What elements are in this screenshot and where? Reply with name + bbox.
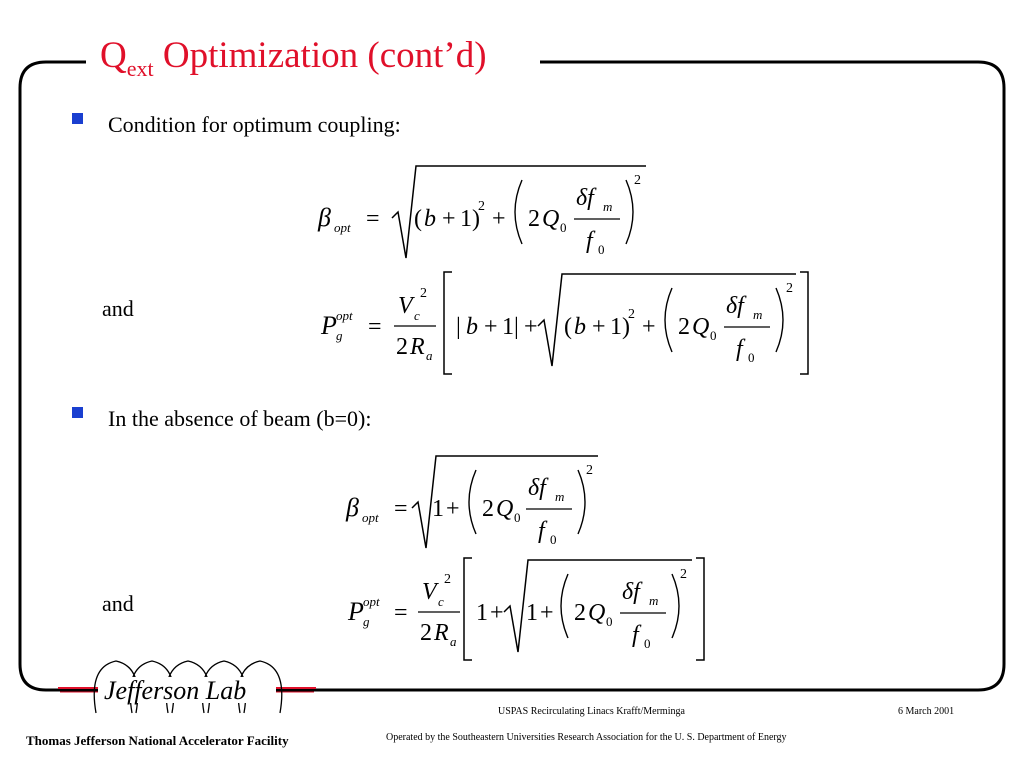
svg-text:0: 0 (550, 532, 557, 547)
svg-text:f: f (538, 518, 545, 544)
svg-text:a: a (426, 348, 433, 363)
svg-text:1: 1 (432, 496, 444, 522)
svg-text:0: 0 (606, 614, 613, 629)
svg-text:b: b (574, 314, 586, 340)
svg-text:V: V (398, 293, 413, 319)
svg-text:0: 0 (514, 510, 521, 525)
svg-text:+: + (484, 314, 498, 340)
jefferson-lab-logo (58, 655, 318, 735)
svg-text:=: = (366, 206, 380, 232)
svg-text:R: R (410, 334, 425, 360)
svg-text:m: m (753, 307, 763, 322)
svg-text:c: c (414, 308, 420, 323)
svg-text:f: f (586, 228, 593, 254)
svg-text:R: R (434, 620, 449, 646)
svg-text:+: + (540, 600, 554, 626)
footer-course: USPAS Recirculating Linacs Krafft/Merminga (498, 706, 685, 717)
svg-text:opt: opt (363, 594, 380, 609)
svg-text:2: 2 (482, 496, 494, 522)
svg-text:m: m (555, 489, 565, 504)
footer-facility: Thomas Jefferson National Accelerator Facility (26, 733, 289, 748)
svg-text:+: + (446, 496, 460, 522)
svg-text:2: 2 (680, 567, 687, 582)
svg-text:+: + (442, 206, 456, 232)
svg-text:Q: Q (692, 314, 710, 340)
svg-text:1: 1 (476, 600, 488, 626)
svg-text:opt: opt (362, 510, 379, 525)
footer-date: 6 March 2001 (898, 706, 955, 717)
svg-text:1|: 1| (502, 314, 519, 340)
svg-text:g: g (363, 614, 370, 629)
svg-text:=: = (394, 496, 408, 522)
bullet-text-1: Condition for optimum coupling: (108, 112, 401, 137)
svg-text:2: 2 (528, 206, 540, 232)
svg-text:2: 2 (628, 307, 635, 322)
svg-text:0: 0 (710, 328, 717, 343)
svg-text:Q: Q (588, 600, 606, 626)
svg-text:opt: opt (334, 220, 351, 235)
svg-text:Jefferson Lab: Jefferson Lab (104, 676, 247, 705)
svg-text:opt: opt (336, 308, 353, 323)
svg-text:2: 2 (634, 173, 641, 188)
svg-text:0: 0 (748, 350, 755, 365)
svg-text:+: + (642, 314, 656, 340)
svg-text:2: 2 (574, 600, 586, 626)
svg-text:1): 1) (460, 206, 480, 232)
svg-text:V: V (422, 579, 437, 605)
svg-text:(: ( (564, 314, 572, 340)
svg-text:m: m (649, 593, 659, 608)
svg-text:+: + (492, 206, 506, 232)
svg-text:P: P (348, 597, 364, 626)
svg-text:β: β (318, 203, 331, 232)
svg-text:a: a (450, 634, 457, 649)
svg-text:0: 0 (644, 636, 651, 651)
svg-text:δf: δf (576, 185, 594, 211)
and-label-2: and (102, 591, 134, 616)
svg-text:1: 1 (526, 600, 538, 626)
svg-text:β: β (346, 493, 359, 522)
title-q: Q (100, 35, 127, 76)
svg-text:b: b (466, 314, 478, 340)
svg-text:δf: δf (622, 579, 640, 605)
svg-text:Q: Q (496, 496, 514, 522)
footer-operator: Operated by the Southeastern Universities Research Association for the U. S. Department of Energy (386, 732, 787, 743)
svg-text:+: + (490, 600, 504, 626)
svg-text:=: = (368, 314, 382, 340)
svg-text:0: 0 (560, 220, 567, 235)
svg-text:+: + (524, 314, 538, 340)
svg-text:P: P (321, 311, 337, 340)
bullet-text-2: In the absence of beam (b=0): (108, 406, 372, 431)
svg-text:+: + (592, 314, 606, 340)
svg-text:2: 2 (678, 314, 690, 340)
svg-text:|: | (456, 314, 461, 340)
svg-text:2: 2 (478, 199, 485, 214)
svg-text:2: 2 (586, 463, 593, 478)
svg-text:1): 1) (610, 314, 630, 340)
svg-text:Q: Q (542, 206, 560, 232)
svg-text:δf: δf (528, 475, 546, 501)
svg-text:2: 2 (420, 620, 432, 646)
svg-text:=: = (394, 600, 408, 626)
svg-text:g: g (336, 328, 343, 343)
svg-text:0: 0 (598, 242, 605, 257)
svg-text:2: 2 (396, 334, 408, 360)
svg-text:f: f (632, 622, 639, 648)
title-rest: Optimization (cont’d) (153, 35, 487, 76)
svg-text:b: b (424, 206, 436, 232)
svg-text:c: c (438, 594, 444, 609)
svg-text:m: m (603, 199, 613, 214)
svg-text:2: 2 (420, 286, 427, 301)
svg-text:f: f (736, 336, 743, 362)
title-subscript: ext (126, 56, 154, 81)
svg-text:δf: δf (726, 293, 744, 319)
svg-text:2: 2 (786, 281, 793, 296)
and-label-1: and (102, 296, 134, 321)
svg-text:(: ( (414, 206, 422, 232)
svg-text:2: 2 (444, 572, 451, 587)
